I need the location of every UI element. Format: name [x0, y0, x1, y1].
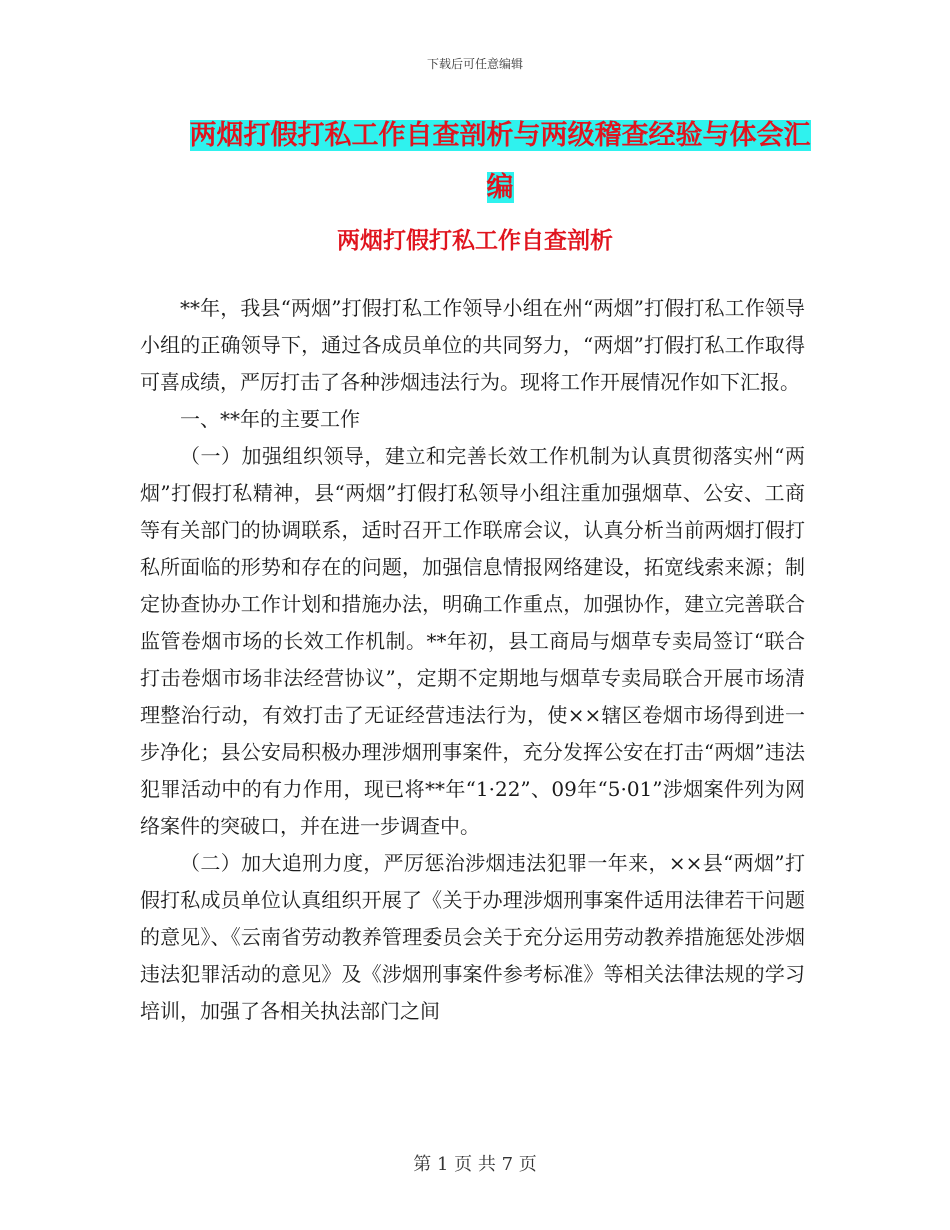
section-title: 两烟打假打私工作自查剖析 [337, 228, 613, 254]
title-line-2: 编 [486, 172, 514, 203]
page-footer: 第 1 页 共 7 页 [413, 1154, 537, 1175]
body-text [140, 290, 805, 1030]
title-line-1: 两烟打假打私工作自查剖析与两级稽查经验与体会汇 [189, 120, 811, 151]
heading-main-work: 一、**年的主要工作 [180, 407, 360, 431]
paragraph-section-2: （二）加大追刑力度，严厉惩治涉烟违法犯罪一年来，××县“两烟”打假打私成员单位认真组织开展了《关于办理涉烟刑事案件适用法律若干问题的意见》、《云南省劳动教养管理委员会关于充分运用劳动教养措施惩处涉烟违法犯罪活动的意见》及《涉烟刑事案件参考标准》等相关法律法规的学习培训，加强了各相关执法部门之间 [140, 851, 805, 1023]
header-note: 下载后可任意编辑 [426, 57, 523, 71]
paragraph-section-1: （一）加强组织领导，建立和完善长效工作机制为认真贯彻落实州“两烟”打假打私精神，县“两烟”打假打私领导小组注重加强烟草、公安、工商等有关部门的协调联系，适时召开工作联席会议，认真分析当前两烟打假打私所面临的形势和存在的问题，加强信息情报网络建设，拓宽线索来源；制定协查协办工作计划和措施办法，明确工作重点，加强协作，建立完善联合监管卷烟市场的长效工作机制。**年初，县工商局与烟草专卖局签订“联合打击卷烟市场非法经营协议”，定期不定期地与烟草专卖局联合开展市场清理整治行动，有效打击了无证经营违法行为，使××辖区卷烟市场得到进一步净化；县公安局积极办理涉烟刑事案件，充分发挥公安在打击“两烟”违法犯罪活动中的有力作用，现已将**年“1·22”、09年“5·01”涉烟案件列为网络案件的突破口，并在进一步调查中。 [140, 444, 805, 838]
paragraph-intro: **年，我县“两烟”打假打私工作领导小组在州“两烟”打假打私工作领导小组的正确领导下，通过各成员单位的共同努力，“两烟”打假打私工作取得可喜成绩，严厉打击了各种涉烟违法行为。现将工作开展情况作如下汇报。 [140, 296, 805, 394]
document-title [180, 110, 820, 214]
